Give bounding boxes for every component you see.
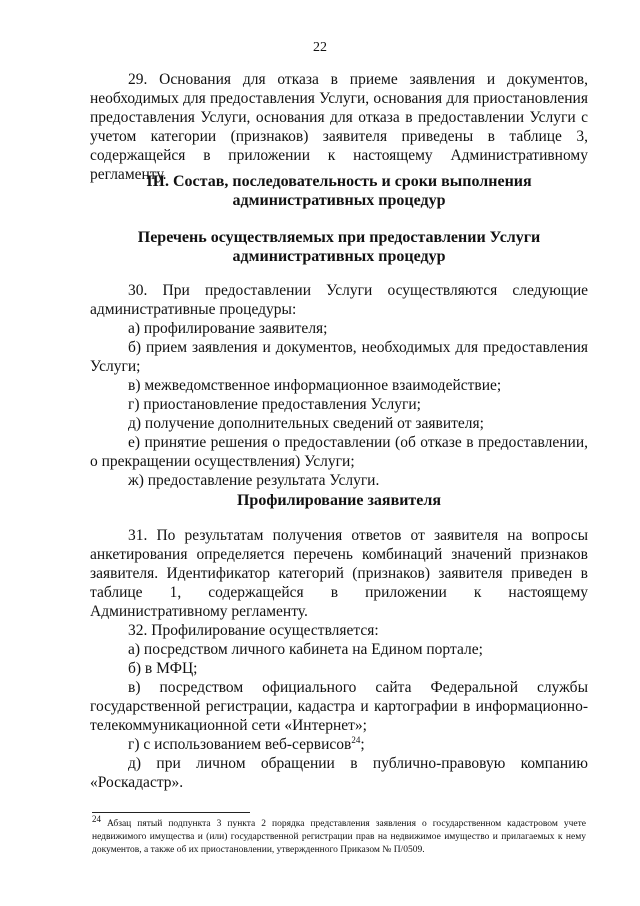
list-item-suffix: ; <box>360 736 365 753</box>
procedures-list <box>90 281 588 490</box>
footnote-divider <box>92 812 250 813</box>
list-item: г) приостановление предоставления Услуги; <box>128 396 421 413</box>
footnote <box>92 813 586 857</box>
footnote-text: Абзац пятый подпункта 3 пункта 2 порядка представления заявления о государственном кадастровом учете недвижимого имущества и (или) государственной регистрации прав на недвижимое имущество и прилагаемых к нему документов, а также об их приостановлении, утвержденного Приказом № П/0509. <box>92 819 586 855</box>
list-item: б) прием заявления и документов, необходимых для предоставления Услуги; <box>90 339 588 375</box>
footnote-number: 24 <box>92 813 101 824</box>
list-item: д) получение дополнительных сведений от заявителя; <box>128 415 484 432</box>
profiling-title: Профилирование заявителя <box>236 492 442 509</box>
list-item: в) посредством официального сайта Федеральной службы государственной регистрации, кадастра и картографии в информационно-телекоммуникационной сети «Интернет»; <box>90 679 588 734</box>
paragraph-31: 31. По результатам получения ответов от заявителя на вопросы анкетирования определяется перечень комбинаций значений признаков заявителя. Идентификатор категорий (признаков) заявителя приведен в таблице 1, содержащейся в приложении к настоящему Административному регламенту. <box>90 527 588 620</box>
paragraph-30: 30. При предоставлении Услуги осуществляются следующие административные процедуры: <box>90 282 588 318</box>
paragraph-32: 32. Профилирование осуществляется: <box>128 622 379 639</box>
list-item-text: г) с использованием веб-сервисов <box>128 736 352 753</box>
list-item <box>90 735 588 754</box>
list-item: е) принятие решения о предоставлении (об отказе в предоставлении, о прекращении осуществления) Услуги; <box>90 434 588 470</box>
paragraph-29: 29. Основания для отказа в приеме заявления и документов, необходимых для предоставления Услуги, основания для приостановления предоставления Услуги, основания для отказа в предоставлении Услуги с учетом категории (признаков) заявителя приведены в таблице 3, содержащейся в приложении к настоящему Административному регламенту. <box>90 71 588 183</box>
profiling-section <box>90 526 588 792</box>
page-number: 22 <box>313 40 327 55</box>
section-title: III. Состав, последовательность и сроки выполнения административных процедур <box>146 173 532 209</box>
list-item: б) в МФЦ; <box>128 660 198 677</box>
footnote-ref[interactable]: 24 <box>351 734 361 745</box>
subsection-title: Перечень осуществляемых при предоставлении Услуги административных процедур <box>137 229 541 265</box>
list-item: а) посредством личного кабинета на Едином портале; <box>128 641 483 658</box>
list-item: ж) предоставление результата Услуги. <box>128 472 380 489</box>
list-item: в) межведомственное информационное взаимодействие; <box>128 377 502 394</box>
list-item: а) профилирование заявителя; <box>128 320 328 337</box>
list-item: д) при личном обращении в публично-правовую компанию «Роскадастр». <box>90 755 588 791</box>
